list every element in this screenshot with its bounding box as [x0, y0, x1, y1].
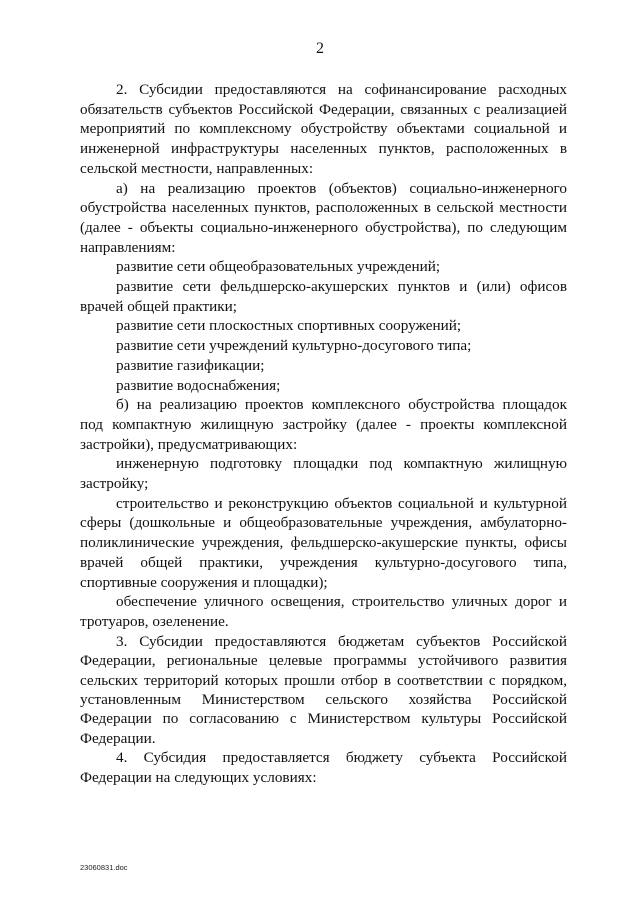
- list-item-gasification: развитие газификации;: [116, 356, 265, 374]
- page-number: 2: [316, 40, 324, 57]
- paragraph-2a: а) на реализацию проектов (объектов) социально-инженерного обустройства населенных пунктов, расположенных в сельской местности (далее - объекты социально-инженерного обустройства), по следующим направлениям:: [80, 179, 567, 256]
- list-item-medical-points: развитие сети фельдшерско-акушерских пунктов и (или) офисов врачей общей практики;: [80, 278, 567, 315]
- list-item-cultural-institutions: развитие сети учреждений культурно-досугового типа;: [116, 337, 472, 355]
- list-item-schools: развитие сети общеобразовательных учреждений;: [116, 258, 441, 276]
- footer-filename: 23060831.doc: [80, 863, 128, 872]
- list-item-sports-facilities: развитие сети плоскостных спортивных сооружений;: [116, 317, 462, 335]
- paragraph-3: 3. Субсидии предоставляются бюджетам субъектов Российской Федерации, региональные целевые программы устойчивого развития сельских территорий которых прошли отбор в соответствии с порядком, установленным Министерством сельского хозяйства Российской Федерации по согласованию с Министерством культуры Российской Федерации.: [80, 632, 567, 747]
- paragraph-2: 2. Субсидии предоставляются на софинансирование расходных обязательств субъектов Российской Федерации, связанных с реализацией мероприятий по комплексному обустройству объектами социальной и инженерной инфраструктуры населенных пунктов, расположенных в сельской местности, направленных:: [80, 81, 567, 177]
- paragraph-2b: б) на реализацию проектов комплексного обустройства площадок под компактную жилищную застройку (далее - проекты комплексной застройки), предусматривающих:: [80, 396, 567, 453]
- document-body: [80, 80, 567, 787]
- list-item-construction: строительство и реконструкцию объектов социальной и культурной сферы (дошкольные и общеобразовательные учреждения, амбулаторно-поликлинические учреждения, фельдшерско-акушерские пункты, офисы врачей общей практики, учреждения культурно-досугового типа, спортивные сооружения и площадки);: [80, 494, 567, 591]
- paragraph-4: 4. Субсидия предоставляется бюджету субъекта Российской Федерации на следующих условиях:: [80, 749, 567, 786]
- list-item-street-lighting: обеспечение уличного освещения, строительство уличных дорог и тротуаров, озеленение.: [80, 593, 567, 630]
- list-item-water-supply: развитие водоснабжения;: [116, 376, 281, 394]
- list-item-site-preparation: инженерную подготовку площадки под компактную жилищную застройку;: [80, 455, 567, 493]
